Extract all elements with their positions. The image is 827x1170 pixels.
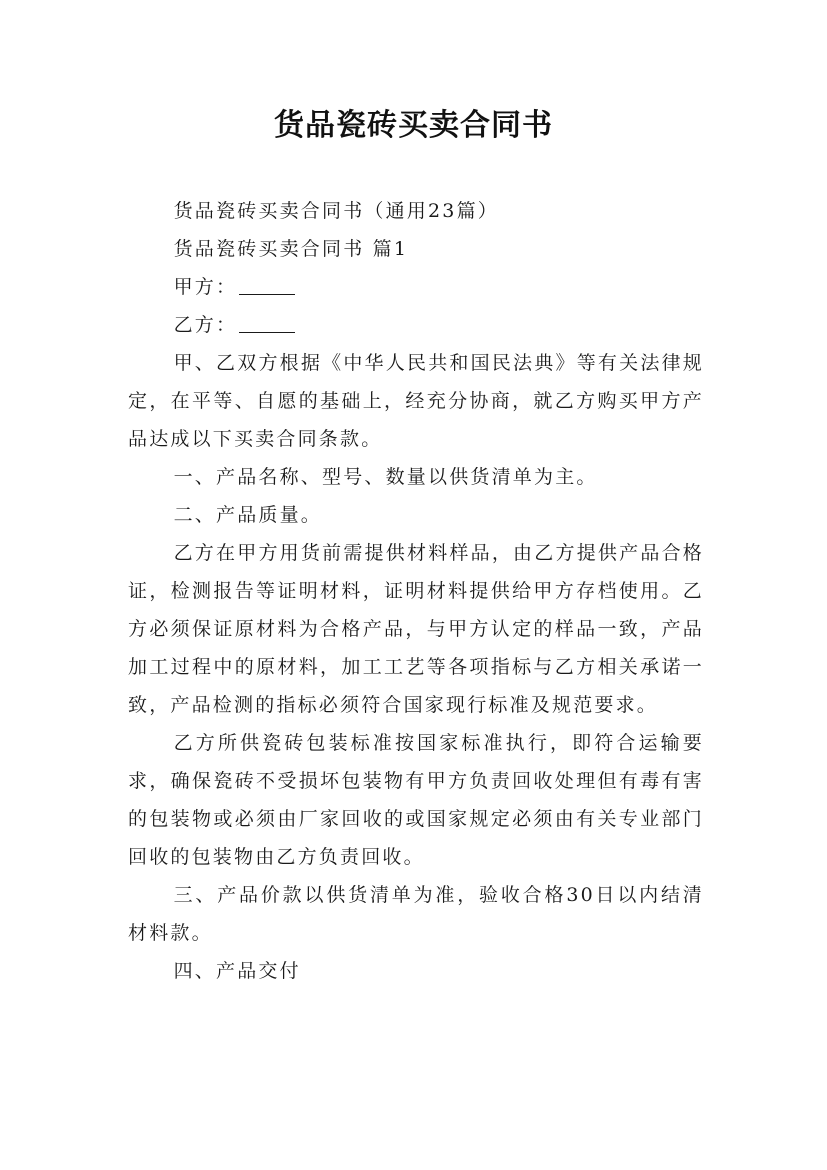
paragraph-clause-4: 四、产品交付 <box>173 960 301 982</box>
party-a-label: 甲方： <box>173 276 238 298</box>
paragraph-packaging: 乙方所供瓷砖包装标准按国家标准执行，即符合运输要求，确保瓷砖不受损坏包装物有甲方负责回收处理但有毒有害的包装物或必须由厂家回收的或国家规定必须由有关专业部门回收的包装物由乙方负责回收。 <box>128 732 704 868</box>
paragraph-preamble: 甲、乙双方根据《中华人民共和国民法典》等有关法律规定，在平等、自愿的基础上，经充分协商，就乙方购买甲方产品达成以下买卖合同条款。 <box>128 352 704 450</box>
party-b-line <box>128 306 704 344</box>
paragraph-clause-3: 三、产品价款以供货清单为准，验收合格30日以内结清材料款。 <box>128 884 704 944</box>
party-b-label: 乙方： <box>173 314 238 336</box>
document-title: 货品瓷砖买卖合同书 <box>274 108 553 143</box>
paragraph-quality: 乙方在甲方用货前需提供材料样品，由乙方提供产品合格证，检测报告等证明材料，证明材料提供给甲方存档使用。乙方必须保证原材料为合格产品，与甲方认定的样品一致，产品加工过程中的原材料，加工工艺等各项指标与乙方相关承诺一致，产品检测的指标必须符合国家现行标准及规范要求。 <box>128 542 704 716</box>
party-a-line <box>128 268 704 306</box>
document-body <box>128 192 704 990</box>
paragraph-clause-2: 二、产品质量。 <box>173 504 322 526</box>
party-b-blank <box>239 310 295 333</box>
party-a-blank <box>239 272 295 295</box>
paragraph-clause-1: 一、产品名称、型号、数量以供货清单为主。 <box>173 466 598 488</box>
paragraph-section-heading: 货品瓷砖买卖合同书 篇1 <box>173 238 409 260</box>
paragraph-subtitle: 货品瓷砖买卖合同书（通用23篇） <box>173 200 499 222</box>
